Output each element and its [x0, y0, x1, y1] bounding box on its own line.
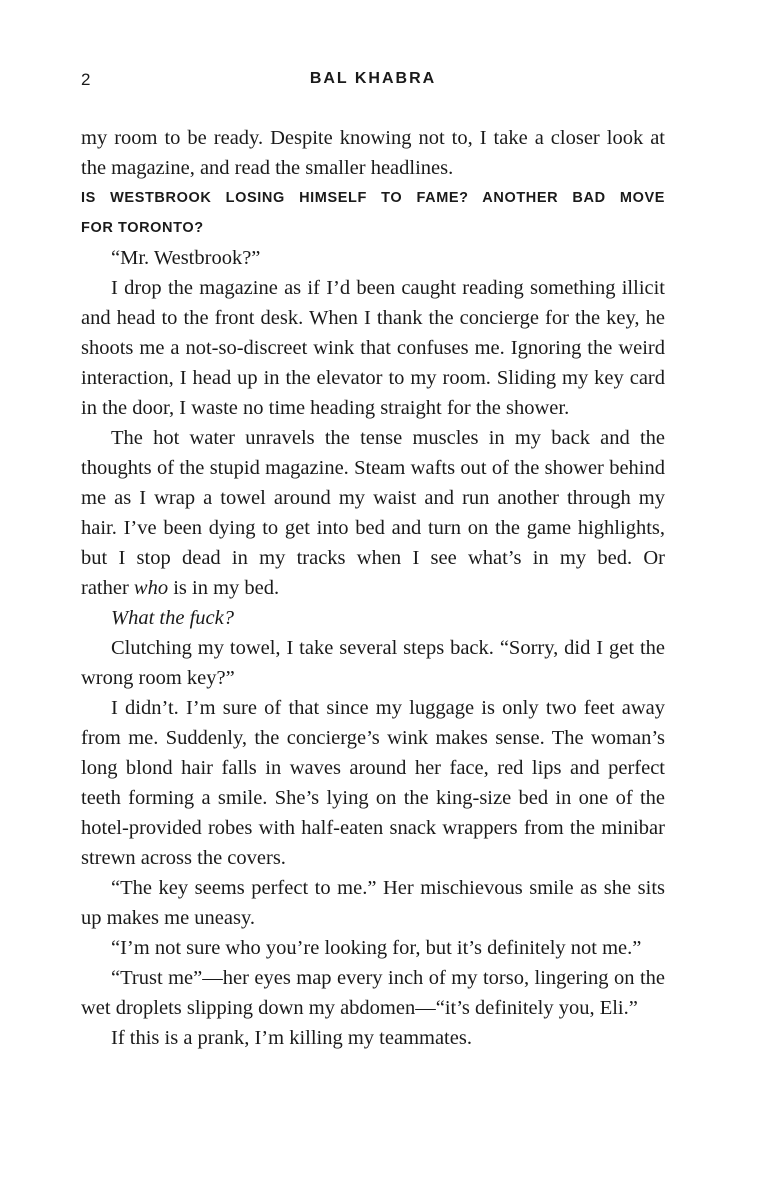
paragraph-end: [81, 573, 665, 603]
paragraph: I drop the magazine as if I’d been caught reading something illicit and head to the front desk. When I thank the concierge for the key, he shoots me a not-so-discreet wink that confuses me. Ignoring the weird interaction, I head up in the elevator to my room. Sliding my key card in the door, I waste no time heading straight for the shower.: [81, 277, 665, 419]
page-number: 2: [81, 70, 91, 89]
paragraph: “I’m not sure who you’re looking for, but it’s definitely not me.”: [111, 937, 642, 959]
paragraph: “Mr. Westbrook?”: [111, 247, 261, 269]
paragraph: If this is a prank, I’m killing my teammates.: [111, 1027, 472, 1049]
paragraph-continued: my room to be ready. Despite knowing not to, I take a closer look at the magazine, and read the smaller headlines.: [81, 127, 665, 179]
author-name: BAL KHABRA: [309, 70, 437, 87]
paragraph: “The key seems perfect to me.” Her mischievous smile as she sits up makes me uneasy.: [81, 877, 665, 929]
magazine-headline: [81, 183, 665, 243]
paragraph: [81, 603, 665, 633]
paragraph: I didn’t. I’m sure of that since my luggage is only two feet away from me. Suddenly, the concierge’s wink makes sense. The woman’s long blond hair falls in waves around her face, red lips and perfect teeth forming a smile. She’s lying on the king-size bed in one of the hotel-provided robes with half-eaten snack wrappers from the minibar strewn across the covers.: [81, 697, 665, 869]
headline-line: IS WESTBROOK LOSING HIMSELF TO FAME? ANOTHER BAD MOVE: [81, 190, 665, 206]
text-run: rather: [81, 577, 134, 599]
paragraph: The hot water unravels the tense muscles in my back and the thoughts of the stupid magazine. Steam wafts out of the shower behind me as I wrap a towel around my waist and run another through my hair. I’ve been dying to get into bed and turn on the game highlights, but I stop dead in my tracks when I see what’s in my bed. Or: [81, 427, 665, 569]
italic-text: who: [133, 577, 169, 599]
paragraph: Clutching my towel, I take several steps back. “Sorry, did I get the wrong room key?”: [81, 637, 665, 689]
headline-line: FOR TORONTO?: [81, 220, 204, 236]
body-text: [81, 123, 665, 1053]
paragraph: “Trust me”—her eyes map every inch of my torso, lingering on the wet droplets slipping down my abdomen—“it’s definitely you, Eli.”: [81, 967, 665, 1019]
italic-thought: What the fuck?: [111, 607, 234, 629]
text-run: is in my bed.: [168, 577, 280, 599]
running-head: [81, 70, 665, 94]
